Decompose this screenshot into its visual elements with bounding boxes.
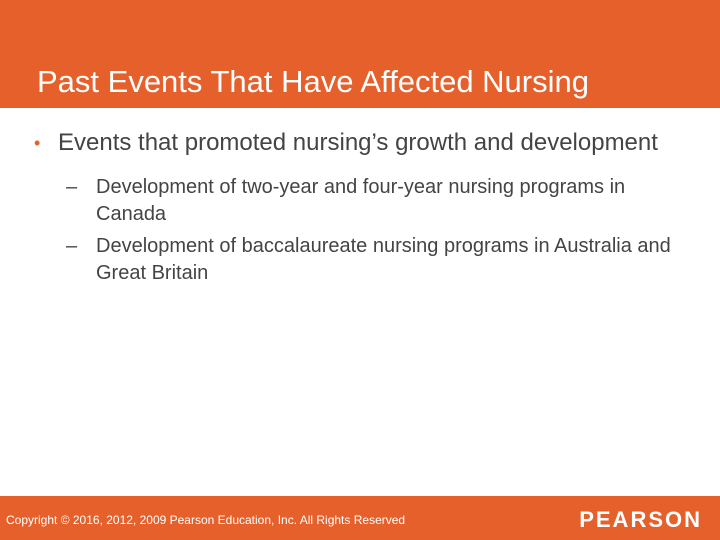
bullet-text: Events that promoted nursing’s growth and development bbox=[58, 129, 658, 156]
footer-bar bbox=[0, 496, 720, 540]
sub-bullet-item bbox=[62, 233, 694, 287]
sub-bullet-text: Development of two-year and four-year nursing programs in Canada bbox=[96, 176, 626, 225]
sub-bullet-text: Development of baccalaureate nursing programs in Australia and Great Britain bbox=[96, 235, 671, 284]
slide-content bbox=[34, 128, 694, 292]
sub-bullet-marker: – bbox=[66, 176, 78, 198]
copyright-text: Copyright © 2016, 2012, 2009 Pearson Education, Inc. All Rights Reserved bbox=[6, 513, 406, 527]
slide-title: Past Events That Have Affected Nursing bbox=[37, 64, 589, 99]
sub-bullet-list bbox=[34, 174, 694, 287]
title-bar bbox=[0, 0, 720, 108]
sub-bullet-marker: – bbox=[66, 235, 78, 257]
bullet-marker: • bbox=[34, 133, 41, 153]
pearson-logo: PEARSON bbox=[579, 507, 702, 532]
sub-bullet-item bbox=[62, 174, 694, 228]
bullet-item bbox=[34, 128, 694, 158]
